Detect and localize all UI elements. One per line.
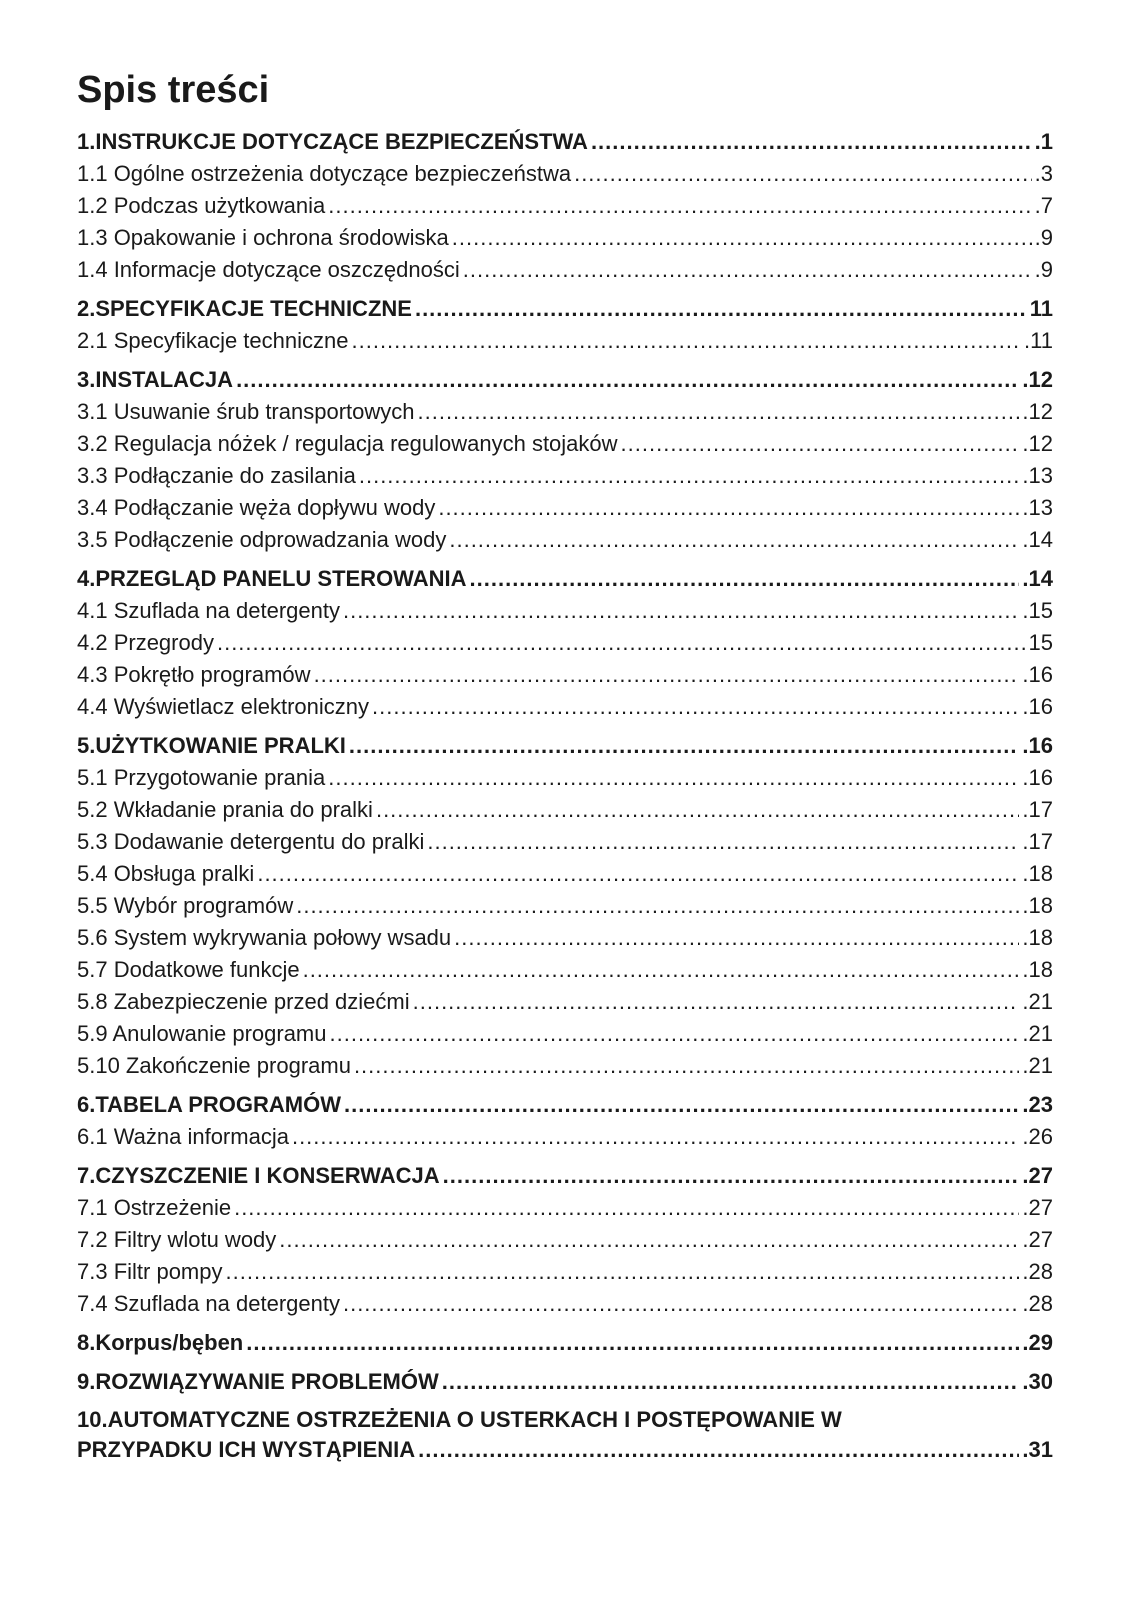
toc-dot-leader (343, 1288, 1019, 1320)
toc-subsection-entry[interactable] (77, 222, 1053, 254)
toc-entry-label: 5.2 Wkładanie prania do pralki (77, 797, 373, 822)
toc-dot-leader (354, 1050, 1019, 1082)
toc-section-entry[interactable] (77, 1366, 1053, 1398)
toc-dot-leader (454, 922, 1019, 954)
toc-dot-leader (442, 1366, 1020, 1398)
toc-entry-label: 4.2 Przegrody (77, 630, 214, 655)
toc-entry-label: 5.10 Zakończenie programu (77, 1053, 351, 1078)
toc-entry-label: 7.2 Filtry wlotu wody (77, 1227, 277, 1252)
toc-page-number: .28 (1022, 1291, 1053, 1316)
toc-entry-label: 4.3 Pokrętło programów (77, 662, 311, 687)
toc-subsection-entry[interactable] (77, 524, 1053, 556)
toc-entry-label: 1.2 Podczas użytkowania (77, 193, 326, 218)
toc-page-number: .15 (1022, 598, 1053, 623)
toc-page-number: .26 (1022, 1124, 1053, 1149)
toc-dot-leader (591, 126, 1032, 158)
toc-entry-label: 2.SPECYFIKACJE TECHNICZNE (77, 296, 412, 321)
toc-dot-leader (328, 762, 1019, 794)
toc-entry-label: 9.ROZWIĄZYWANIE PROBLEMÓW (77, 1369, 439, 1394)
toc-dot-leader (470, 563, 1020, 595)
toc-entry-label: 5.6 System wykrywania połowy wsadu (77, 925, 452, 950)
toc-dot-leader (359, 460, 1020, 492)
toc-entry-label: 5.4 Obsługa pralki (77, 861, 255, 886)
toc-dot-leader (303, 954, 1020, 986)
toc-entry-label: 7.4 Szuflada na detergenty (77, 1291, 340, 1316)
toc-section-entry[interactable] (77, 730, 1053, 762)
toc-dot-leader (418, 1435, 1019, 1465)
toc-page-number: .18 (1022, 957, 1053, 982)
toc-entry-label: 5.9 Anulowanie programu (77, 1021, 327, 1046)
toc-page-number: 15 (1028, 630, 1053, 655)
toc-dot-leader (621, 428, 1020, 460)
toc-page-number: .16 (1022, 765, 1053, 790)
toc-section-entry[interactable] (77, 126, 1053, 158)
toc-subsection-entry[interactable] (77, 1192, 1053, 1224)
toc-dot-leader (352, 325, 1022, 357)
toc-subsection-entry[interactable] (77, 428, 1053, 460)
toc-subsection-entry[interactable] (77, 595, 1053, 627)
toc-section-entry[interactable] (77, 1089, 1053, 1121)
toc-page-number: .17 (1022, 829, 1053, 854)
toc-subsection-entry[interactable] (77, 826, 1053, 858)
toc-page-number: .29 (1022, 1330, 1053, 1355)
toc-section-10[interactable] (77, 1405, 1053, 1465)
toc-entry-label: 5.8 Zabezpieczenie przed dziećmi (77, 989, 410, 1014)
toc-dot-leader (217, 627, 1026, 659)
toc-entry-label: 3.3 Podłączanie do zasilania (77, 463, 356, 488)
toc-page-number: .16 (1022, 694, 1053, 719)
toc-dot-leader (413, 986, 1020, 1018)
toc-dot-leader (344, 1089, 1019, 1121)
toc-entry-label-line1: 10.AUTOMATYCZNE OSTRZEŻENIA O USTERKACH I POSTĘPOWANIE W (77, 1407, 842, 1432)
toc-dot-leader (449, 524, 1019, 556)
toc-dot-leader (246, 1327, 1019, 1359)
toc-subsection-entry[interactable] (77, 460, 1053, 492)
toc-entry-label-line2: PRZYPADKU ICH WYSTĄPIENIA (77, 1437, 416, 1462)
toc-section-entry[interactable] (77, 293, 1053, 325)
toc-page-number: .27 (1022, 1195, 1053, 1220)
toc-page-number: .1 (1034, 129, 1053, 154)
toc-dot-leader (257, 858, 1019, 890)
toc-page-number: .14 (1022, 527, 1053, 552)
toc-dot-leader (372, 691, 1019, 723)
toc-entry-label: 5.3 Dodawanie detergentu do pralki (77, 829, 425, 854)
toc-dot-leader (574, 158, 1032, 190)
toc-dot-leader (296, 890, 1019, 922)
toc-page-number: .13 (1022, 495, 1053, 520)
toc-dot-leader (463, 254, 1032, 286)
toc-entry-label: 3.1 Usuwanie śrub transportowych (77, 399, 415, 424)
toc-page-number: .12 (1022, 431, 1053, 456)
toc-subsection-entry[interactable] (77, 1256, 1053, 1288)
toc-subsection-entry[interactable] (77, 325, 1053, 357)
toc-dot-leader (443, 1160, 1020, 1192)
toc-entry-label: 1.4 Informacje dotyczące oszczędności (77, 257, 460, 282)
toc-entry-label: 4.PRZEGLĄD PANELU STEROWANIA (77, 566, 467, 591)
toc-section-entry[interactable] (77, 1327, 1053, 1359)
toc-page-number: .12 (1022, 399, 1053, 424)
toc-entry-label: 5.1 Przygotowanie prania (77, 765, 326, 790)
toc-page-number: .3 (1034, 161, 1053, 186)
toc-section-entry[interactable] (77, 1160, 1053, 1192)
toc-page-number: .28 (1022, 1259, 1053, 1284)
toc-subsection-entry[interactable] (77, 659, 1053, 691)
toc-dot-leader (349, 730, 1020, 762)
toc-entry-label: 4.1 Szuflada na detergenty (77, 598, 340, 623)
toc-page-number: .16 (1022, 733, 1053, 758)
toc-subsection-entry[interactable] (77, 986, 1053, 1018)
toc-subsection-entry[interactable] (77, 1288, 1053, 1320)
toc-entry-label: 2.1 Specyfikacje techniczne (77, 328, 349, 353)
toc-entry-label: 3.4 Podłączanie węża dopływu wody (77, 495, 436, 520)
toc-page-number: .27 (1022, 1163, 1053, 1188)
toc-page-number: 11 (1029, 296, 1053, 321)
toc-page-number: .21 (1022, 989, 1053, 1014)
toc-dot-leader (236, 364, 1019, 396)
toc-subsection-entry[interactable] (77, 492, 1053, 524)
toc-page-number: .14 (1022, 566, 1053, 591)
toc-page-number: .21 (1022, 1021, 1053, 1046)
page-title: Spis treści (77, 69, 270, 111)
toc-page-number: .13 (1022, 463, 1053, 488)
toc-entry-label: 5.7 Dodatkowe funkcje (77, 957, 300, 982)
toc-page-number: .16 (1022, 662, 1053, 687)
toc-page-number: .18 (1022, 861, 1053, 886)
toc-page-number: .12 (1022, 367, 1053, 392)
toc-dot-leader (226, 1256, 1020, 1288)
toc-entry-label: 4.4 Wyświetlacz elektroniczny (77, 694, 370, 719)
toc-subsection-entry[interactable] (77, 254, 1053, 286)
toc-dot-leader (292, 1121, 1019, 1153)
toc-dot-leader (328, 190, 1031, 222)
toc-page-number: .17 (1022, 797, 1053, 822)
toc-subsection-entry[interactable] (77, 762, 1053, 794)
toc-page-number: .9 (1034, 225, 1053, 250)
toc-entry-line2 (77, 1435, 1053, 1465)
toc-subsection-entry[interactable] (77, 1050, 1053, 1082)
toc-subsection-entry[interactable] (77, 954, 1053, 986)
toc-entry-label: 3.5 Podłączenie odprowadzania wody (77, 527, 447, 552)
toc-entry-label: 1.1 Ogólne ostrzeżenia dotyczące bezpieczeństwa (77, 161, 572, 186)
toc-subsection-entry[interactable] (77, 158, 1053, 190)
toc-dot-leader (415, 293, 1027, 325)
toc-subsection-entry[interactable] (77, 627, 1053, 659)
toc-subsection-entry[interactable] (77, 922, 1053, 954)
toc-entry-label: 5.UŻYTKOWANIE PRALKI (77, 733, 346, 758)
toc-page-number: .30 (1022, 1369, 1053, 1394)
toc-page-number: .18 (1022, 925, 1053, 950)
toc-entry-label: 7.1 Ostrzeżenie (77, 1195, 232, 1220)
toc-dot-leader (418, 396, 1020, 428)
toc-subsection-entry[interactable] (77, 858, 1053, 890)
toc-entry-label: 3.2 Regulacja nóżek / regulacja regulowanych stojaków (77, 431, 618, 456)
toc-subsection-entry[interactable] (77, 890, 1053, 922)
toc-section-entry[interactable] (77, 364, 1053, 396)
toc-dot-leader (452, 222, 1032, 254)
table-of-contents (77, 126, 1053, 1465)
toc-entry-label: 6.1 Ważna informacja (77, 1124, 289, 1149)
toc-dot-leader (427, 826, 1019, 858)
toc-page-number: .31 (1022, 1437, 1053, 1462)
toc-page-number: .7 (1034, 193, 1053, 218)
toc-dot-leader (330, 1018, 1020, 1050)
toc-dot-leader (343, 595, 1019, 627)
toc-entry-label: 3.INSTALACJA (77, 367, 234, 392)
toc-entry-label: 7.3 Filtr pompy (77, 1259, 223, 1284)
toc-dot-leader (376, 794, 1019, 826)
toc-subsection-entry[interactable] (77, 190, 1053, 222)
toc-page-number: .18 (1022, 893, 1053, 918)
toc-page-number: .23 (1022, 1092, 1053, 1117)
toc-dot-leader (279, 1224, 1019, 1256)
toc-subsection-entry[interactable] (77, 1018, 1053, 1050)
toc-subsection-entry[interactable] (77, 691, 1053, 723)
toc-entry-label: 7.CZYSZCZENIE I KONSERWACJA (77, 1163, 440, 1188)
toc-entry-label: 8.Korpus/bęben (77, 1330, 244, 1355)
toc-dot-leader (314, 659, 1020, 691)
toc-entry-label: 5.5 Wybór programów (77, 893, 294, 918)
toc-subsection-entry[interactable] (77, 1224, 1053, 1256)
toc-subsection-entry[interactable] (77, 1121, 1053, 1153)
toc-page-number: .9 (1034, 257, 1053, 282)
toc-entry-label: 1.3 Opakowanie i ochrona środowiska (77, 225, 449, 250)
toc-page-number: .21 (1022, 1053, 1053, 1078)
toc-page-number: .27 (1022, 1227, 1053, 1252)
toc-entry-label: 1.INSTRUKCJE DOTYCZĄCE BEZPIECZEŃSTWA (77, 129, 588, 154)
toc-dot-leader (438, 492, 1019, 524)
toc-dot-leader (234, 1192, 1019, 1224)
toc-subsection-entry[interactable] (77, 396, 1053, 428)
toc-section-entry[interactable] (77, 563, 1053, 595)
toc-page-number: .11 (1024, 328, 1053, 353)
toc-entry-label: 6.TABELA PROGRAMÓW (77, 1092, 341, 1117)
toc-subsection-entry[interactable] (77, 794, 1053, 826)
